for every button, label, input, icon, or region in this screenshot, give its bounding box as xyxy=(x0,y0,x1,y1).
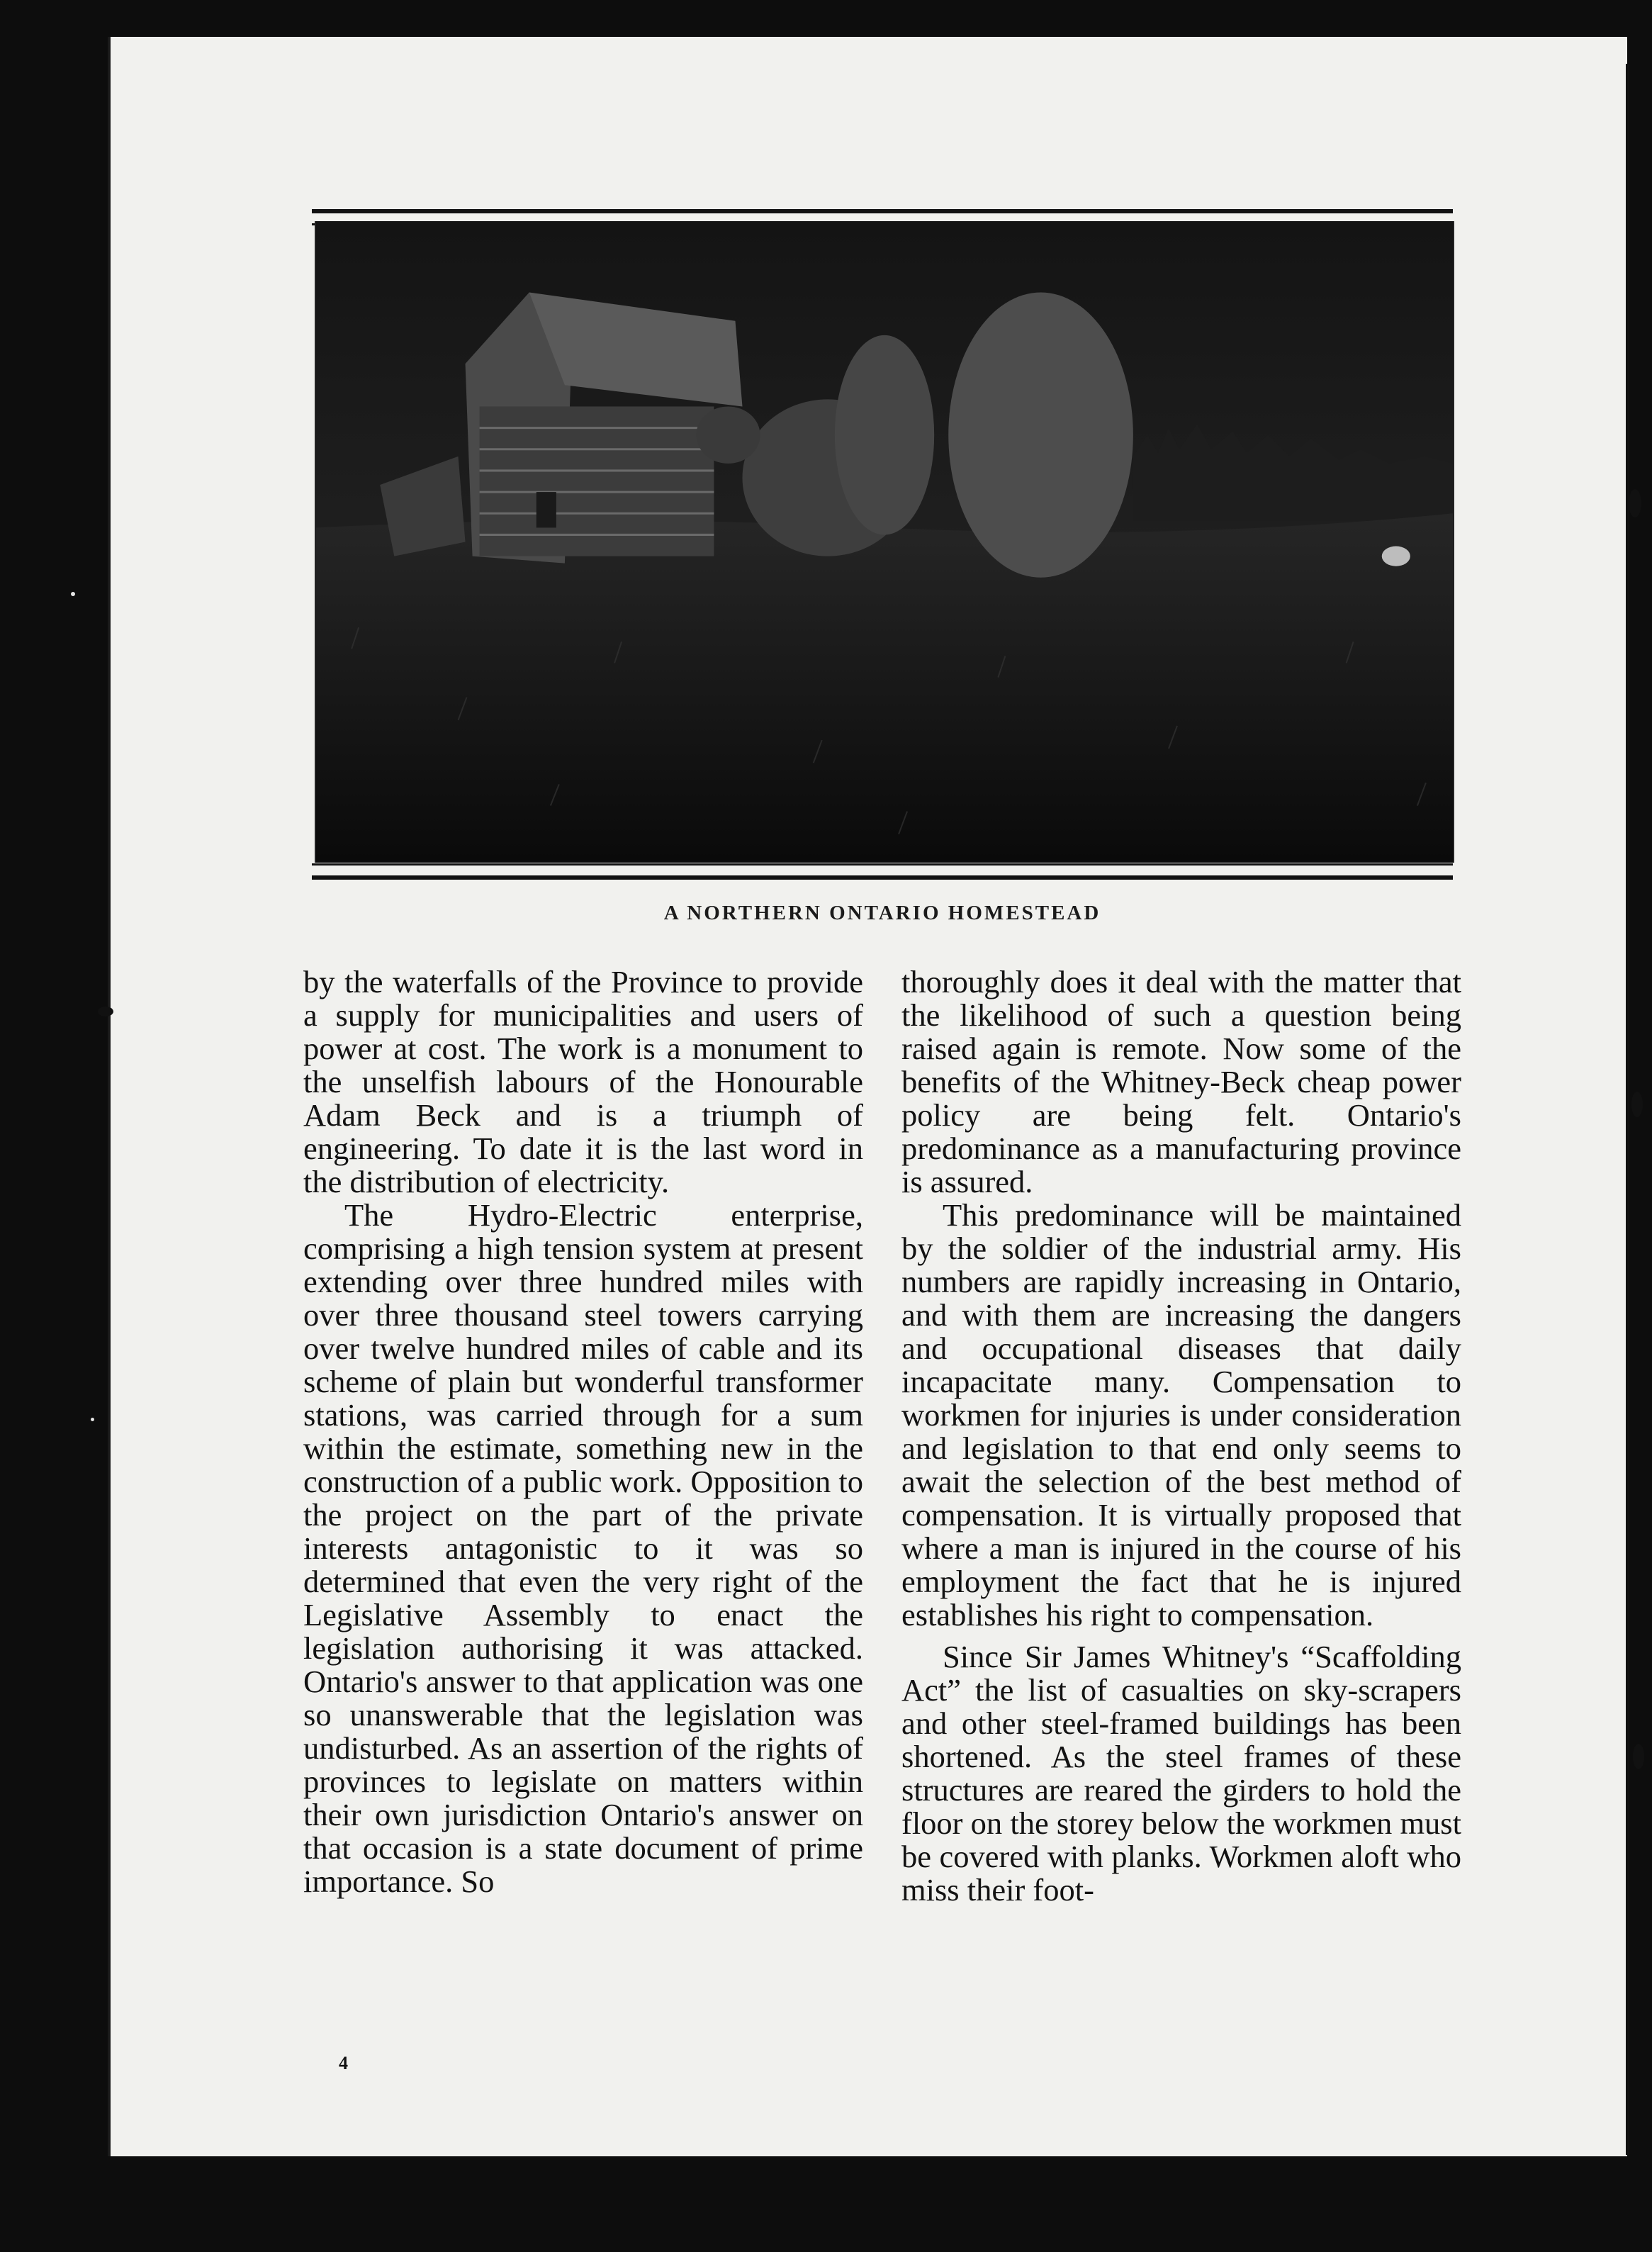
page-binding-edge xyxy=(1609,64,1629,2155)
homestead-photo xyxy=(315,221,1454,863)
binding-mark xyxy=(1631,1092,1643,1117)
left-text-column xyxy=(303,965,863,1898)
scan-speck xyxy=(91,1418,94,1421)
photo-caption: A NORTHERN ONTARIO HOMESTEAD xyxy=(663,902,1101,924)
right-text-column xyxy=(901,965,1461,1907)
right-paragraph-1: thoroughly does it deal with the matter that the likelihood of such a question being raised again is remote. Now some of the benefits of the Whitney-Beck cheap power policy are being felt. Ontario's predominance as a manufacturing province is assured. xyxy=(901,964,1461,1199)
right-paragraph-3: Since Sir James Whitney's “Scaffolding Act” the list of casualties on sky-scrapers and other steel-framed buildings has been shortened. As the steel frames of these structures are reared the girders to hold the floor on the storey below the workmen must be covered with planks. Workmen aloft who miss their foot- xyxy=(901,1639,1461,1908)
page-number: 4 xyxy=(339,2053,348,2073)
left-paragraph-1: by the waterfalls of the Province to provide a supply for municipalities and users of power at cost. The work is a monument to the unselfish labours of the Honourable Adam Beck and is a triumph of engineering. To date it is the last word in the distribution of electricity. xyxy=(303,964,863,1199)
left-paragraph-2: The Hydro-Electric enterprise, comprising a high tension system at present extending over three hundred miles with over three thousand steel towers carrying over twelve hundred miles of cable and its scheme of plain but wonderful transformer stations, was carried through for a sum within the estimate, something new in the construction of a public work. Opposition to the project on the part of the private interests antagonistic to it was so determined that even the very right of the Legislative Assembly to enact the legislation authorising it was attacked. Ontario's answer to that application was one so unanswerable that the legislation was undisturbed. As an assertion of the rights of provinces to legislate on matters within their own jurisdiction Ontario's answer on that occasion is a state document of prime importance. So xyxy=(303,1197,863,1899)
right-paragraph-2: This predominance will be maintained by the soldier of the industrial army. His numbers are rapidly increasing in Ontario, and with them are increasing the dangers and occupational diseases that daily incapacitate many. Compensation to workmen for injuries is under consideration and legislation to that end only seems to await the selection of the best method of compensation. It is virtually proposed that where a man is injured in the course of his employment the fact that he is injured establishes his right to compensation. xyxy=(901,1197,1461,1632)
photo-bottom-rule xyxy=(312,863,1453,880)
binding-mark xyxy=(1633,1744,1644,1769)
scan-speck xyxy=(71,592,75,596)
binding-mark xyxy=(1629,489,1641,517)
binding-mark xyxy=(98,1007,113,1016)
farm-photo-icon xyxy=(316,221,1453,863)
